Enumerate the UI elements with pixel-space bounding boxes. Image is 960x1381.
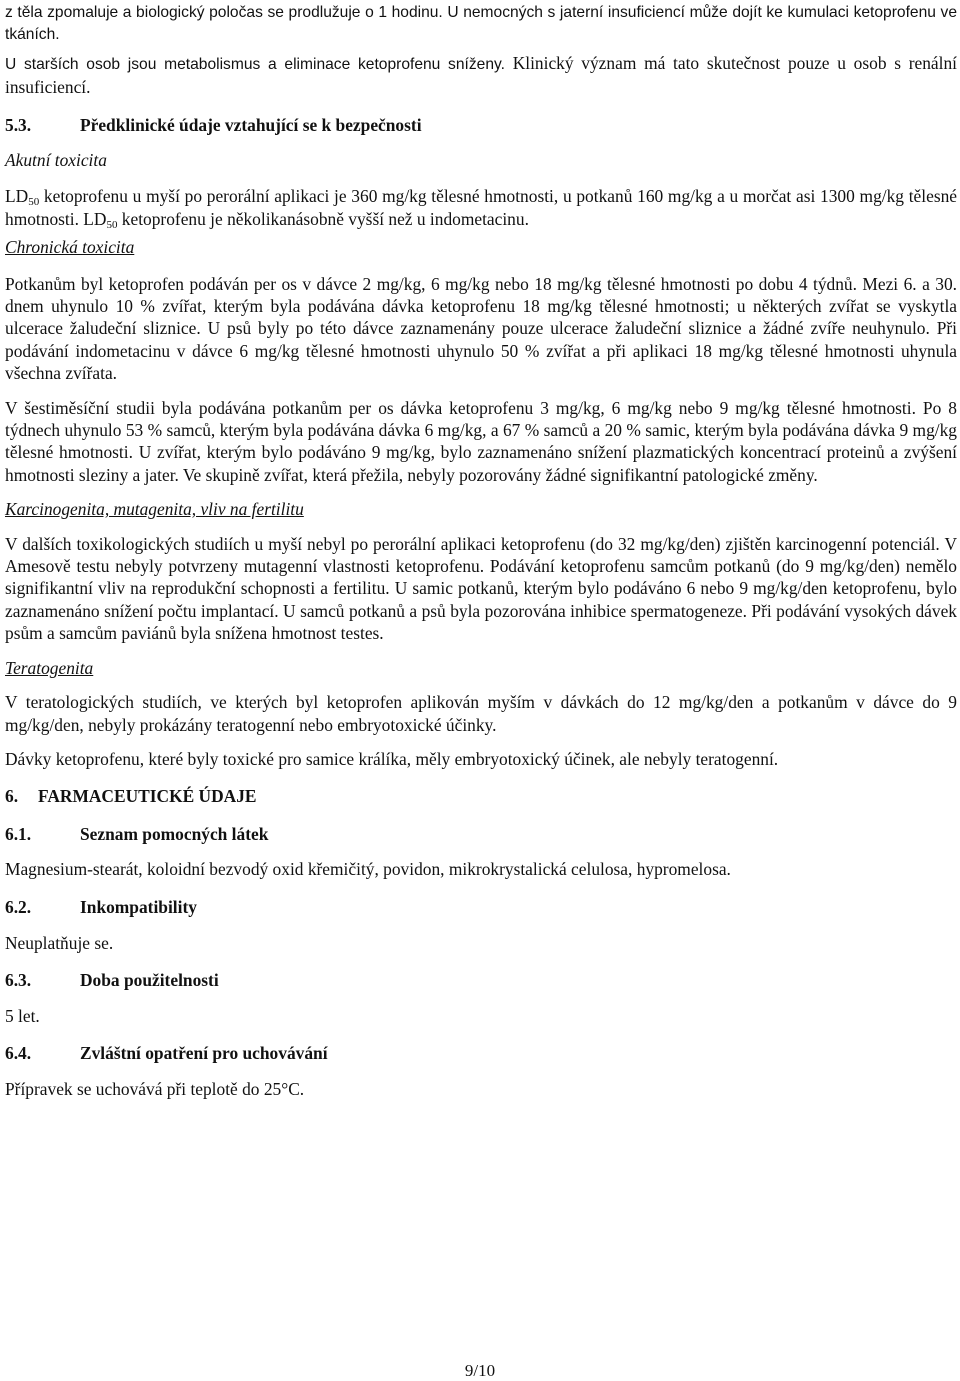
ld-label-2: LD	[78, 208, 107, 229]
page-number: 9/10	[464, 1361, 496, 1380]
acute-toxicity-heading: Akutní toxicita	[5, 149, 107, 170]
section-6-title: FARMACEUTICKÉ ÚDAJE	[38, 785, 257, 806]
acute-toxicity-text	[5, 185, 957, 230]
section-6-heading	[5, 785, 957, 808]
ld-subscript: 50	[28, 196, 40, 208]
section-6-1-number: 6.1.	[5, 824, 32, 844]
section-6-2-heading	[5, 896, 957, 919]
ld-subscript-2: 50	[106, 218, 118, 231]
section-6-3-heading	[5, 969, 957, 992]
section-6-2-number: 6.2.	[5, 897, 32, 917]
carcinogenicity-paragraph: V dalších toxikologických studiích u myší nebyl po perorální aplikaci ketoprofenu (do 32 mg/kg/den) zjištěn karcinogenní potenciál. V Amesově testu nebyly potvrzeny mutagenní vlastnosti ketoprofenu. Podávání ketoprofenu samcům potkanů (do 9 mg/kg/den) nemělo signifikantní vliv na reprodukční schopnosti a fertilitu. U samic potkanů, kterým bylo podáváno 6 nebo 9 mg/kg/den ketoprofenu, bylo zaznamenáno snížení počtu implantací. U samců potkanů a psů byla pozorována inhibice spermatogeneze. Při podávání vysokých dávek psům a samcům paviánů byla snížena hmotnost testes.	[5, 533, 957, 644]
chronic-toxicity-paragraph-1: Potkanům byl ketoprofen podáván per os v dávce 2 mg/kg, 6 mg/kg nebo 18 mg/kg tělesné hmotnosti po dobu 4 týdnů. Mezi 6. a 30. dnem uhynulo 10 % zvířat, kterým byla podávána dávka ketoprofenu 18 mg/kg tělesné hmotnosti; u některých zvířat se vyskytla ulcerace žaludeční sliznice. U psů byly po této dávce zaznamenány pouze ulcerace žaludeční sliznice a žádné zvíře neuhynulo. Při podávání indometacinu v dávce 6 mg/kg tělesné hmotnosti uhynulo 50 % zvířat a při aplikaci 18 mg/kg tělesné hmotnosti uhynula všechna zvířata.	[5, 273, 957, 384]
incompatibilities-text: Neuplatňuje se.	[5, 932, 114, 953]
section-6-4-heading	[5, 1042, 957, 1065]
acute-text-part1: ketoprofenu u myší po perorální aplikaci je 360 mg/kg tělesné hmotnosti, u potkanů 160 mg/kg a u morčat asi 1300 mg/kg tělesné hmotnosti.	[5, 186, 957, 229]
shelf-life-text: 5 let.	[5, 1005, 40, 1026]
chronic-toxicity-paragraph-2: V šestiměsíční studii byla podávána potkanům per os dávka ketoprofenu 3 mg/kg, 6 mg/kg nebo 9 mg/kg tělesné hmotnosti. Po 8 týdnech uhynulo 53 % samců, kterým byla podávána dávka 6 mg/kg, a 67 % samců a 20 % samic, kterým byla podávána dávka 9 mg/kg tělesné hmotnosti. U zvířat, kterým bylo podáváno 9 mg/kg, bylo zaznamenáno snížení plazmatických koncentrací proteinů a zvýšení hmotnosti sleziny a jater. Ve skupině zvířat, která přežila, nebyly pozorovány žádné signifikantní patologické změny.	[5, 397, 957, 485]
section-6-number: 6.	[5, 785, 19, 806]
paragraph-elderly	[5, 52, 957, 98]
section-6-3-title: Doba použitelnosti	[80, 970, 219, 990]
carcinogenicity-heading: Karcinogenita, mutagenita, vliv na fertilitu	[5, 499, 304, 520]
section-title: Předklinické údaje vztahující se k bezpečnosti	[80, 115, 422, 135]
acute-text-part2: ketoprofenu je několikanásobně vyšší než u indometacinu.	[117, 208, 529, 229]
section-6-4-title: Zvláštní opatření pro uchovávání	[80, 1043, 328, 1063]
teratogenicity-paragraph-1: V teratologických studiích, ve kterých byl ketoprofen aplikován myším v dávkách do 12 mg/kg/den a potkanům v dávce do 9 mg/kg/den, nebyly prokázány teratogenní nebo embryotoxické účinky.	[5, 692, 957, 735]
section-6-2-title: Inkompatibility	[80, 897, 197, 917]
section-5-3-heading	[5, 114, 957, 137]
teratogenicity-paragraph-2: Dávky ketoprofenu, které byly toxické pro samice králíka, měly embryotoxický účinek, ale nebyly teratogenní.	[5, 749, 779, 769]
section-6-3-number: 6.3.	[5, 970, 32, 990]
section-number: 5.3.	[5, 115, 32, 135]
storage-text: Přípravek se uchovává při teplotě do 25°C.	[5, 1078, 305, 1099]
paragraph-hepatic: z těla zpomaluje a biologický poločas se prodlužuje o 1 hodinu. U nemocných s jaterní insuficiencí může dojít ke kumulaci ketoprofenu ve tkáních.	[5, 4, 957, 43]
chronic-toxicity-heading: Chronická toxicita	[5, 237, 135, 257]
document-page	[5, 2, 957, 1100]
ld-label: LD	[5, 186, 29, 206]
elderly-clinical: Klinický význam má tato skutečnost pouze u osob s renální insuficiencí.	[5, 53, 958, 97]
section-6-1-title: Seznam pomocných látek	[80, 824, 269, 844]
section-6-4-number: 6.4.	[5, 1043, 32, 1063]
excipients-text: Magnesium-stearát, koloidní bezvodý oxid křemičitý, povidon, mikrokrystalická celulosa, hypromelosa.	[5, 858, 731, 879]
elderly-sentence: U starších osob jsou metabolismus a eliminace ketoprofenu sníženy.	[5, 56, 505, 73]
section-6-1-heading	[5, 823, 957, 846]
teratogenicity-heading: Teratogenita	[5, 657, 94, 678]
